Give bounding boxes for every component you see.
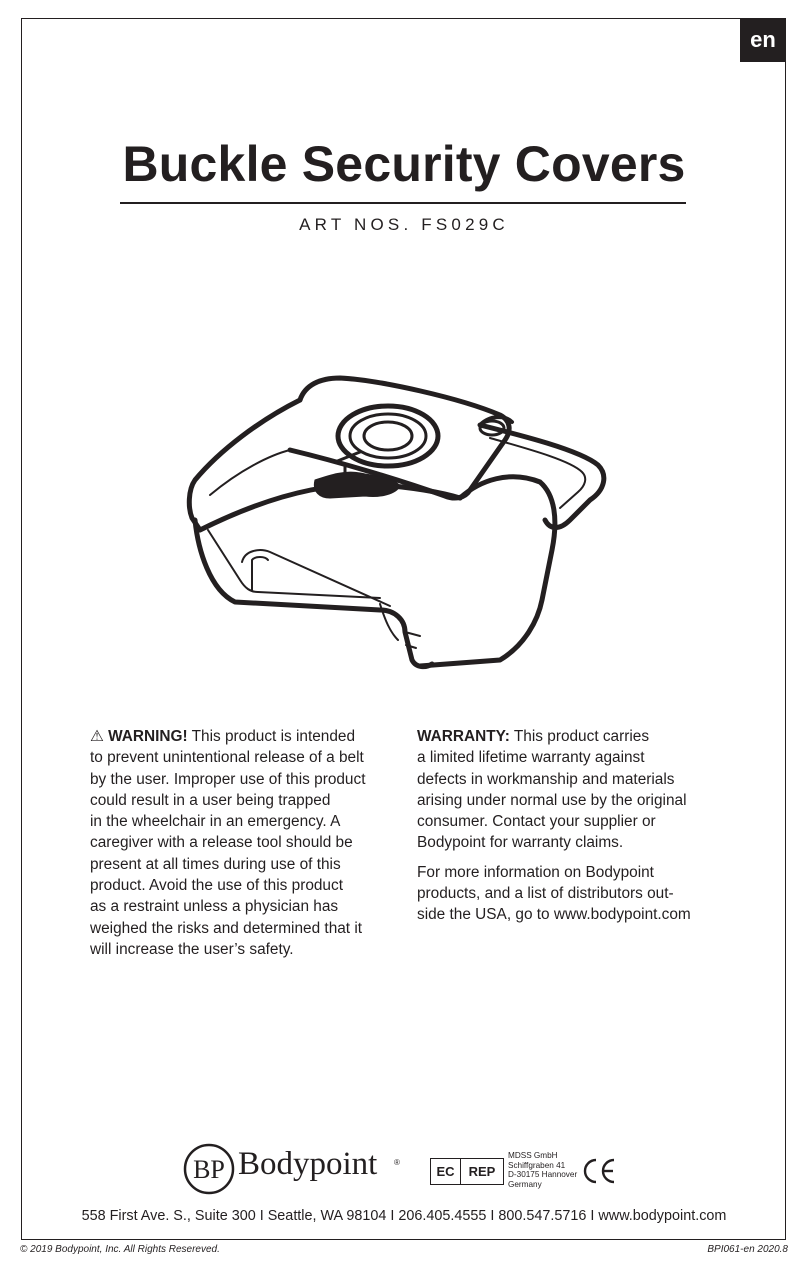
title-divider: [120, 202, 686, 204]
ec-rep-address-line: D-30175 Hannover: [508, 1170, 578, 1180]
more-info-line: For more information on Bodypoint: [417, 863, 654, 881]
warning-heading: WARNING!: [108, 728, 188, 745]
warning-line: caregiver with a release tool should be: [90, 834, 353, 852]
more-info-paragraph: [417, 862, 747, 926]
warranty-line: arising under normal use by the original: [417, 791, 687, 809]
warranty-line: consumer. Contact your supplier or: [417, 813, 656, 831]
warning-line: This product is intended: [187, 728, 356, 745]
warranty-heading: WARRANTY:: [417, 728, 510, 745]
ec-rep-address: [508, 1151, 588, 1189]
ec-rep-label: [430, 1158, 504, 1185]
warning-section: [90, 726, 400, 960]
document-id: BPI061-en 2020.8: [707, 1244, 788, 1255]
warning-triangle-icon: ⚠: [90, 728, 104, 745]
ec-label: EC: [431, 1159, 461, 1184]
warranty-line: Bodypoint for warranty claims.: [417, 834, 624, 852]
language-tab: en: [740, 18, 786, 62]
warning-line: in the wheelchair in an emergency. A: [90, 813, 341, 831]
warning-line: to prevent unintentional release of a belt: [90, 749, 364, 767]
warranty-section: [417, 726, 747, 926]
warranty-line: a limited lifetime warranty against: [417, 749, 645, 767]
warranty-line: defects in workmanship and materials: [417, 770, 675, 788]
ec-rep-address-line: MDSS GmbH: [508, 1151, 558, 1160]
copyright-notice: © 2019 Bodypoint, Inc. All Rights Resereved.: [20, 1244, 220, 1255]
company-address-line: 558 First Ave. S., Suite 300 I Seattle, WA 98104 I 206.405.4555 I 800.547.5716 I www.bodypoint.com: [81, 1208, 727, 1224]
registered-mark: ®: [394, 1158, 400, 1167]
warning-line: weighed the risks and determined that it: [90, 919, 363, 937]
buckle-cover-illustration: [180, 370, 610, 670]
warning-line: will increase the user’s safety.: [90, 940, 294, 958]
more-info-line: side the USA, go to www.bodypoint.com: [417, 906, 691, 924]
warranty-paragraph: [417, 726, 747, 854]
ec-rep-address-line: Schiffgraben 41: [508, 1160, 566, 1170]
page-title: Buckle Security Covers: [122, 136, 686, 192]
svg-text:BP: BP: [193, 1155, 225, 1184]
warning-line: could result in a user being trapped: [90, 791, 331, 809]
bodypoint-wordmark: Bodypoint: [238, 1146, 378, 1182]
rep-label: REP: [468, 1164, 496, 1179]
article-numbers: ART NOS. FS029C: [299, 215, 509, 234]
ce-mark-icon: [580, 1157, 618, 1185]
warning-line: product. Avoid the use of this product: [90, 877, 343, 895]
warning-paragraph: [90, 726, 400, 960]
warning-line: as a restraint unless a physician has: [90, 898, 339, 916]
more-info-line: products, and a list of distributors out-: [417, 885, 674, 903]
warning-line: by the user. Improper use of this product: [90, 770, 366, 788]
warranty-line: This product carries: [509, 728, 650, 745]
ec-rep-address-line: Germany: [508, 1179, 542, 1189]
warning-line: present at all times during use of this: [90, 855, 341, 873]
